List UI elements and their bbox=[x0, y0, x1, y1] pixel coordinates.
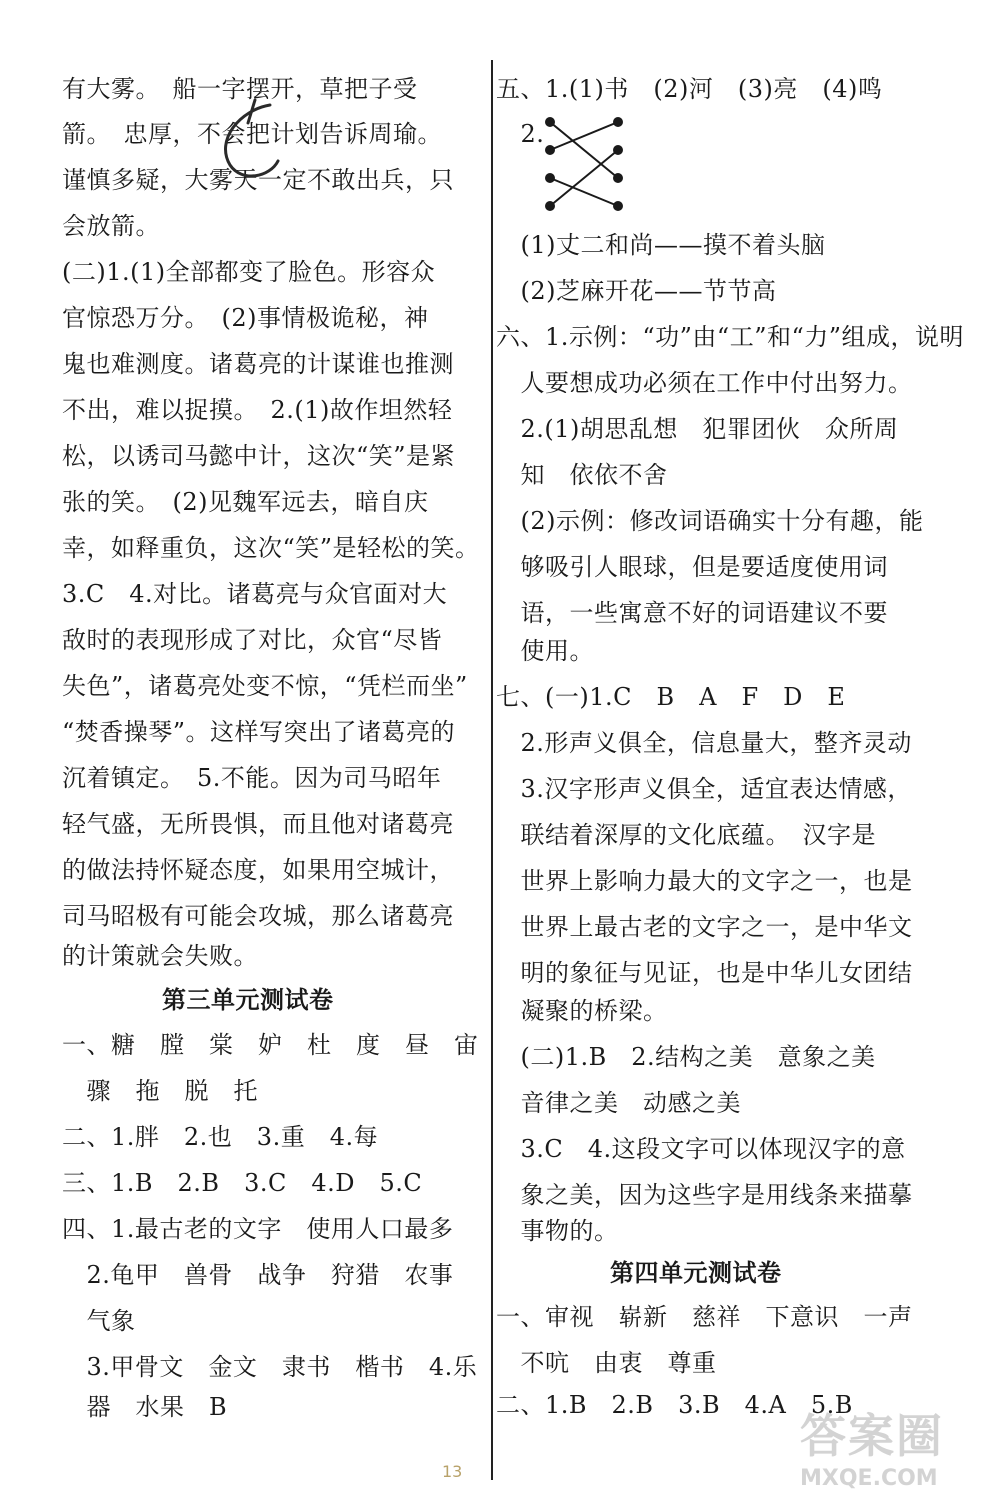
answer-line: 知 依依不舍 bbox=[496, 461, 668, 489]
answer-line: 骤 拖 脱 托 bbox=[62, 1077, 258, 1105]
unit-4-title: 第四单元测试卷 bbox=[610, 1258, 782, 1287]
answer-line: (二)1.B 2.结构之美 意象之美 bbox=[496, 1043, 876, 1071]
answer-line: 3.甲骨文 金文 隶书 楷书 4.乐 bbox=[62, 1353, 478, 1381]
answer-line: 一、糖 膛 棠 妒 杜 度 昼 宙 bbox=[62, 1031, 479, 1059]
answer-line: 够吸引人眼球，但是要适度使用词 bbox=[496, 553, 888, 581]
answer-line: 2. bbox=[496, 120, 545, 148]
answer-line: 五、1.(1)书 (2)河 (3)亮 (4)鸣 bbox=[496, 75, 883, 103]
answer-line: 张的笑。 (2)见魏军远去，暗自庆 bbox=[62, 488, 429, 516]
answer-line: 官惊恐万分。 (2)事情极诡秘，神 bbox=[62, 304, 429, 332]
answer-line: “焚香操琴”。这样写突出了诸葛亮的 bbox=[62, 718, 456, 746]
answer-line: 使用。 bbox=[496, 637, 594, 665]
answer-line: 语，一些寓意不好的词语建议不要 bbox=[496, 599, 888, 627]
answer-line: 音律之美 动感之美 bbox=[496, 1089, 741, 1117]
answer-line: 事物的。 bbox=[496, 1217, 619, 1245]
answer-line: (2)芝麻开花——节节高 bbox=[496, 277, 777, 305]
answer-line: 有大雾。 船一字摆开，草把子受 bbox=[62, 75, 418, 103]
unit-3-title: 第三单元测试卷 bbox=[162, 985, 334, 1014]
watermark bbox=[800, 1400, 995, 1495]
answer-line: 3.C 4.对比。诸葛亮与众官面对大 bbox=[62, 580, 448, 608]
answer-line: (1)丈二和尚——摸不着头脑 bbox=[496, 231, 826, 259]
answer-line: 七、(一)1.C B A F D E bbox=[496, 683, 846, 711]
answer-line: 器 水果 B bbox=[62, 1393, 228, 1421]
answer-line: 2.龟甲 兽骨 战争 狩猎 农事 bbox=[62, 1261, 454, 1289]
answer-line: 轻气盛，无所畏惧，而且他对诸葛亮 bbox=[62, 810, 454, 838]
answer-line: 敌时的表现形成了对比，众官“尽皆 bbox=[62, 626, 443, 654]
answer-line: 不吭 由衷 尊重 bbox=[496, 1349, 717, 1377]
answer-line: 六、1.示例：“功”由“工”和“力”组成，说明 bbox=[496, 323, 965, 351]
answer-line: 谨慎多疑，大雾天一定不敢出兵，只 bbox=[62, 166, 454, 194]
answer-line: 的计策就会失败。 bbox=[62, 942, 258, 970]
answer-line: 凝聚的桥梁。 bbox=[496, 997, 668, 1025]
answer-line: 象之美，因为这些字是用线条来描摹 bbox=[496, 1181, 913, 1209]
answer-line: 2.形声义俱全，信息量大，整齐灵动 bbox=[496, 729, 912, 757]
answer-line: 2.(1)胡思乱想 犯罪团伙 众所周 bbox=[496, 415, 899, 443]
answer-line: 联结着深厚的文化底蕴。 汉字是 bbox=[496, 821, 876, 849]
matching-lines-diagram bbox=[540, 112, 630, 212]
answer-line: 二、1.胖 2.也 3.重 4.每 bbox=[62, 1123, 379, 1151]
answer-line: (2)示例：修改词语确实十分有趣，能 bbox=[496, 507, 924, 535]
answer-line: 明的象征与见证，也是中华儿女团结 bbox=[496, 959, 913, 987]
watermark-logo: 答案圈 bbox=[800, 1409, 944, 1463]
answer-line: 二、1.B 2.B 3.B 4.A 5.B bbox=[496, 1391, 853, 1419]
answer-line: 不出，难以捉摸。 2.(1)故作坦然轻 bbox=[62, 396, 453, 424]
answer-line: 失色”，诸葛亮处变不惊，“凭栏而坐” bbox=[62, 672, 468, 700]
answer-line: 的做法持怀疑态度，如果用空城计， bbox=[62, 856, 454, 884]
answer-line: 一、审视 崭新 慈祥 下意识 一声 bbox=[496, 1303, 913, 1331]
answer-line: 世界上最古老的文字之一，是中华文 bbox=[496, 913, 913, 941]
column-divider bbox=[491, 60, 493, 1480]
answer-line: 会放箭。 bbox=[62, 212, 160, 240]
answer-line: 箭。 忠厚，不会把计划告诉周瑜。 bbox=[62, 120, 442, 148]
watermark-url: MXQE.COM bbox=[800, 1466, 938, 1491]
answer-line: 气象 bbox=[62, 1307, 136, 1335]
answer-line: 世界上影响力最大的文字之一，也是 bbox=[496, 867, 913, 895]
answer-line: 沉着镇定。 5.不能。因为司马昭年 bbox=[62, 764, 442, 792]
answer-line: 3.汉字形声义俱全，适宜表达情感， bbox=[496, 775, 912, 803]
answer-line: 人要想成功必须在工作中付出努力。 bbox=[496, 369, 913, 397]
handwriting-mark bbox=[200, 95, 310, 195]
answer-line: 四、1.最古老的文字 使用人口最多 bbox=[62, 1215, 454, 1243]
answer-line: 松，以诱司马懿中计，这次“笑”是紧 bbox=[62, 442, 456, 470]
answer-line: (二)1.(1)全部都变了脸色。形容众 bbox=[62, 258, 436, 286]
answer-line: 幸，如释重负，这次“笑”是轻松的笑。 bbox=[62, 534, 480, 562]
answer-line: 鬼也难测度。诸葛亮的计谋谁也推测 bbox=[62, 350, 454, 378]
answer-line: 3.C 4.这段文字可以体现汉字的意 bbox=[496, 1135, 906, 1163]
answer-line: 三、1.B 2.B 3.C 4.D 5.C bbox=[62, 1169, 423, 1197]
page-number: 13 bbox=[442, 1462, 463, 1481]
answer-line: 司马昭极有可能会攻城，那么诸葛亮 bbox=[62, 902, 454, 930]
